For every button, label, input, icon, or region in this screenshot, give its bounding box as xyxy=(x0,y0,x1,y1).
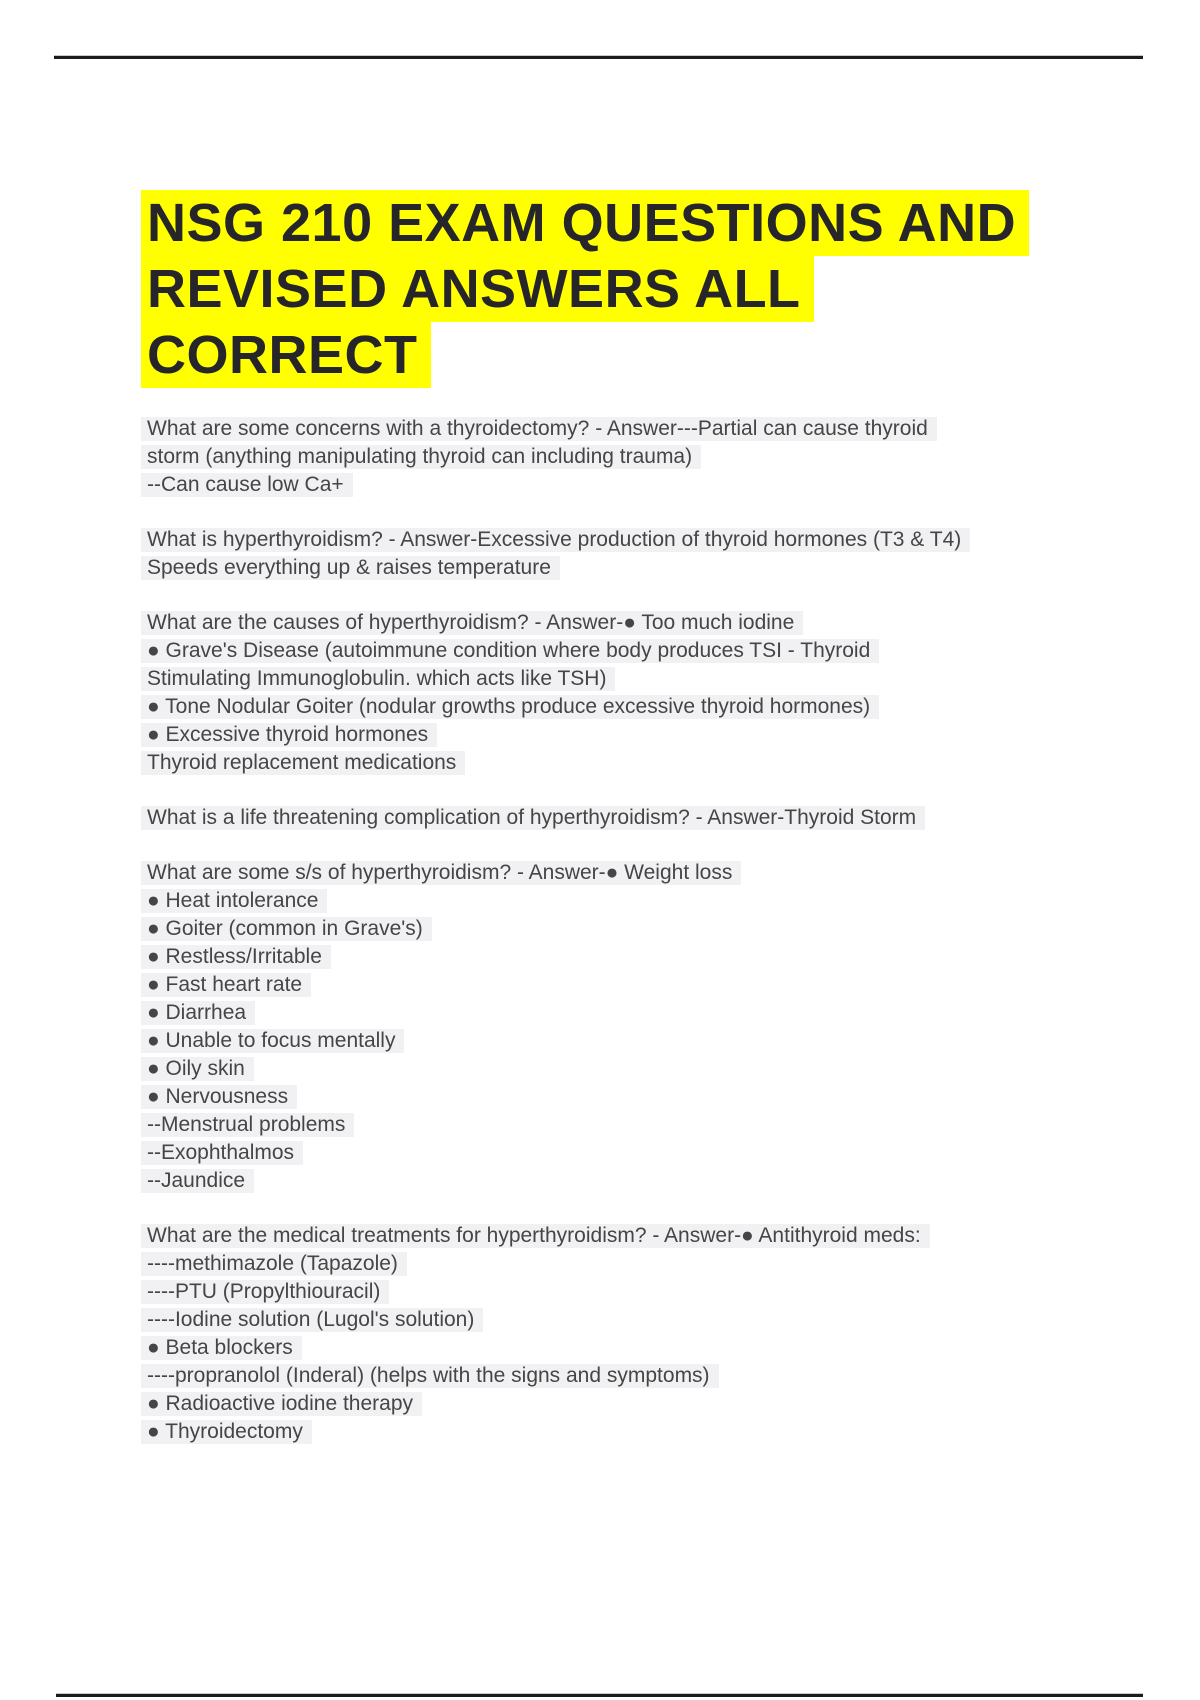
line-highlight: ● Radioactive iodine therapy xyxy=(141,1392,422,1416)
line-highlight: What are the medical treatments for hyperthyroidism? - Answer-● Antithyroid meds: xyxy=(141,1224,930,1248)
text-line xyxy=(141,943,1141,971)
top-rule xyxy=(54,56,1143,59)
line-highlight: --Jaundice xyxy=(141,1169,254,1193)
line-highlight: Stimulating Immunoglobulin. which acts like TSH) xyxy=(141,667,615,691)
text-line xyxy=(141,915,1141,943)
line-highlight: --Menstrual problems xyxy=(141,1113,354,1137)
line-highlight: storm (anything manipulating thyroid can including trauma) xyxy=(141,445,701,469)
line-highlight: What is hyperthyroidism? - Answer-Excessive production of thyroid hormones (T3 & T4) xyxy=(141,528,970,552)
line-highlight: What is a life threatening complication of hyperthyroidism? - Answer-Thyroid Storm xyxy=(141,806,925,830)
line-highlight: Speeds everything up & raises temperature xyxy=(141,556,560,580)
qa-paragraph xyxy=(141,526,1141,582)
line-highlight: What are some concerns with a thyroidectomy? - Answer---Partial can cause thyroid xyxy=(141,417,937,441)
text-line xyxy=(141,887,1141,915)
line-highlight: ● Unable to focus mentally xyxy=(141,1029,404,1053)
line-highlight: ----propranolol (Inderal) (helps with the signs and symptoms) xyxy=(141,1364,719,1388)
text-line xyxy=(141,1306,1141,1334)
text-line xyxy=(141,971,1141,999)
line-highlight: --Exophthalmos xyxy=(141,1141,303,1165)
text-line xyxy=(141,609,1141,637)
line-highlight: ● Thyroidectomy xyxy=(141,1420,312,1444)
title-line-highlight: CORRECT xyxy=(141,322,431,388)
title-line-highlight: REVISED ANSWERS ALL xyxy=(141,256,814,322)
line-highlight: ----Iodine solution (Lugol's solution) xyxy=(141,1308,483,1332)
text-line xyxy=(141,1222,1141,1250)
text-line xyxy=(141,1362,1141,1390)
text-line xyxy=(141,471,1141,499)
line-highlight: What are some s/s of hyperthyroidism? - Answer-● Weight loss xyxy=(141,861,741,885)
text-line xyxy=(141,443,1141,471)
text-line xyxy=(141,1418,1141,1446)
line-highlight: ● Excessive thyroid hormones xyxy=(141,723,437,747)
line-highlight: ● Heat intolerance xyxy=(141,889,327,913)
line-highlight: ● Goiter (common in Grave's) xyxy=(141,917,432,941)
text-line xyxy=(141,1278,1141,1306)
line-highlight: ● Restless/Irritable xyxy=(141,945,331,969)
text-line xyxy=(141,804,1141,832)
qa-paragraph xyxy=(141,859,1141,1195)
text-line xyxy=(141,554,1141,582)
document-body xyxy=(141,415,1141,1446)
text-line xyxy=(141,721,1141,749)
title-line-highlight: NSG 210 EXAM QUESTIONS AND xyxy=(141,190,1029,256)
qa-paragraph xyxy=(141,609,1141,777)
text-line xyxy=(141,415,1141,443)
text-line xyxy=(141,1334,1141,1362)
text-line xyxy=(141,1111,1141,1139)
line-highlight: ----PTU (Propylthiouracil) xyxy=(141,1280,389,1304)
line-highlight: ● Grave's Disease (autoimmune condition where body produces TSI - Thyroid xyxy=(141,639,879,663)
text-line xyxy=(141,749,1141,777)
line-highlight: ● Tone Nodular Goiter (nodular growths produce excessive thyroid hormones) xyxy=(141,695,879,719)
line-highlight: What are the causes of hyperthyroidism? - Answer-● Too much iodine xyxy=(141,611,803,635)
qa-paragraph xyxy=(141,804,1141,832)
line-highlight: Thyroid replacement medications xyxy=(141,751,465,775)
text-line xyxy=(141,526,1141,554)
text-line xyxy=(141,1139,1141,1167)
text-line xyxy=(141,999,1141,1027)
line-highlight: ● Diarrhea xyxy=(141,1001,255,1025)
line-highlight: ● Nervousness xyxy=(141,1085,297,1109)
text-line xyxy=(141,637,1141,665)
text-line xyxy=(141,1250,1141,1278)
text-line xyxy=(141,1390,1141,1418)
text-line xyxy=(141,693,1141,721)
text-line xyxy=(141,1055,1141,1083)
line-highlight: ----methimazole (Tapazole) xyxy=(141,1252,407,1276)
text-line xyxy=(141,859,1141,887)
text-line xyxy=(141,1083,1141,1111)
text-line xyxy=(141,1027,1141,1055)
line-highlight: ● Beta blockers xyxy=(141,1336,302,1360)
text-line xyxy=(141,1167,1141,1195)
line-highlight: --Can cause low Ca+ xyxy=(141,473,353,497)
qa-paragraph xyxy=(141,1222,1141,1446)
document-title xyxy=(141,190,1029,388)
line-highlight: ● Oily skin xyxy=(141,1057,254,1081)
bottom-rule xyxy=(56,1694,1143,1697)
text-line xyxy=(141,665,1141,693)
line-highlight: ● Fast heart rate xyxy=(141,973,311,997)
qa-paragraph xyxy=(141,415,1141,499)
